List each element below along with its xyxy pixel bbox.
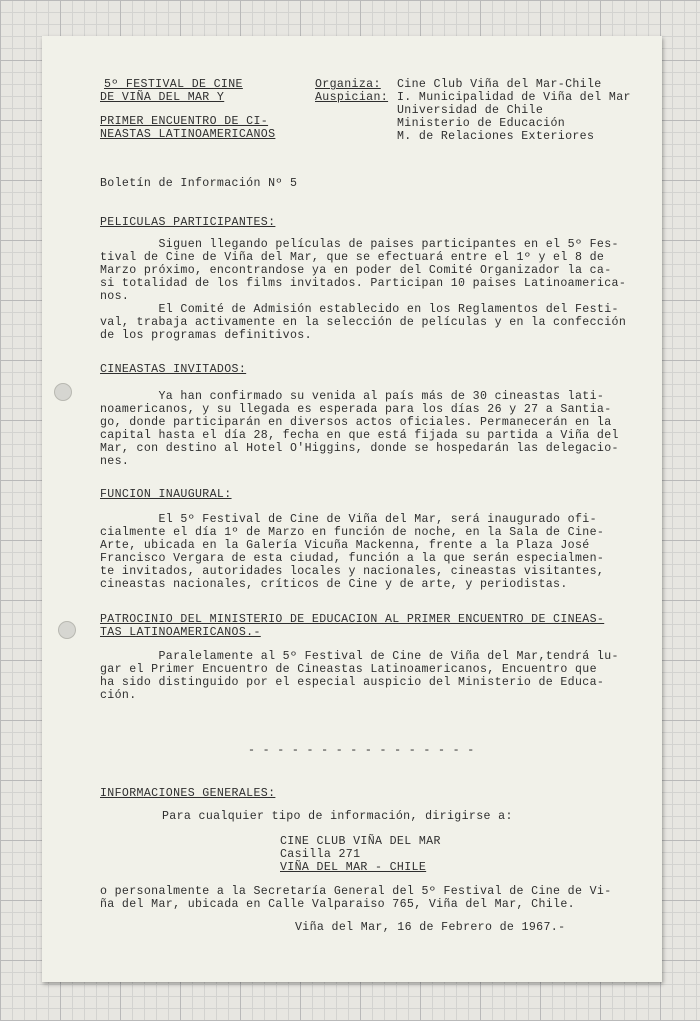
- paragraph-line: nes.: [100, 455, 130, 468]
- header-left-line: DE VIÑA DEL MAR Y: [100, 91, 225, 104]
- paragraph-line: si totalidad de los films invitados. Participan 10 paises Latinoamerica-: [100, 277, 627, 290]
- section-heading: FUNCION INAUGURAL:: [100, 488, 232, 501]
- paragraph-line: tival de Cine de Viña del Mar, que se efectuará entre el 1º y el 8 de: [100, 251, 605, 264]
- organiza-value: Cine Club Viña del Mar-Chile: [397, 78, 602, 91]
- paragraph-line: Francisco Vergara de esta ciudad, función a la que serán especialmen-: [100, 552, 605, 565]
- section-heading: PELICULAS PARTICIPANTES:: [100, 216, 276, 229]
- auspician-value: Universidad de Chile: [397, 104, 544, 117]
- paragraph-line: Siguen llegando películas de paises participantes en el 5º Fes-: [100, 238, 619, 251]
- paragraph-line: ción.: [100, 689, 137, 702]
- auspician-value: I. Municipalidad de Viña del Mar: [397, 91, 631, 104]
- auspician-value: M. de Relaciones Exteriores: [397, 130, 595, 143]
- address-line: VIÑA DEL MAR - CHILE: [280, 861, 427, 874]
- section-heading: TAS LATINOAMERICANOS.-: [100, 626, 261, 639]
- address-line: CINE CLUB VIÑA DEL MAR: [280, 835, 441, 848]
- section-heading: INFORMACIONES GENERALES:: [100, 787, 276, 800]
- paragraph-line: val, trabaja activamente en la selección de películas y en la confección: [100, 316, 627, 329]
- section-heading: PATROCINIO DEL MINISTERIO DE EDUCACION AL PRIMER ENCUENTRO DE CINEAS-: [100, 613, 605, 626]
- paragraph-line: go, donde participarán en diversos actos oficiales. Permanecerán en la: [100, 416, 612, 429]
- header-left-line: PRIMER ENCUENTRO DE CI-: [100, 115, 269, 128]
- paragraph-line: o personalmente a la Secretaría General del 5º Festival de Cine de Vi-: [100, 885, 612, 898]
- contact-intro: Para cualquier tipo de información, dirigirse a:: [162, 810, 513, 823]
- paragraph-line: noamericanos, y su llegada es esperada para los días 26 y 27 a Santia-: [100, 403, 612, 416]
- auspician-label: Auspician:: [315, 91, 389, 104]
- document-page: [42, 36, 662, 982]
- paragraph-line: Mar, con destino al Hotel O'Higgins, donde se hospedarán las delegacio-: [100, 442, 619, 455]
- section-heading: CINEASTAS INVITADOS:: [100, 363, 247, 376]
- header-left-line: NEASTAS LATINOAMERICANOS: [100, 128, 276, 141]
- address-line: Casilla 271: [280, 848, 361, 861]
- punch-hole: [54, 383, 72, 401]
- paragraph-line: nos.: [100, 290, 130, 303]
- bulletin-title: Boletín de Información Nº 5: [100, 177, 298, 190]
- header-left-line: 5º FESTIVAL DE CINE: [104, 78, 243, 91]
- document-date: Viña del Mar, 16 de Febrero de 1967.-: [295, 921, 566, 934]
- organiza-label: Organiza:: [315, 78, 381, 91]
- paragraph-line: gar el Primer Encuentro de Cineastas Latinoamericanos, Encuentro que: [100, 663, 597, 676]
- paragraph-line: Paralelamente al 5º Festival de Cine de Viña del Mar,tendrá lu-: [100, 650, 619, 663]
- paragraph-line: cineastas nacionales, críticos de Cine y de arte, y periodistas.: [100, 578, 568, 591]
- paragraph-line: ha sido distinguido por el especial auspicio del Ministerio de Educa-: [100, 676, 605, 689]
- punch-hole: [58, 621, 76, 639]
- paragraph-line: ña del Mar, ubicada en Calle Valparaiso 765, Viña del Mar, Chile.: [100, 898, 575, 911]
- paragraph-line: El Comité de Admisión establecido en los Reglamentos del Festi-: [100, 303, 619, 316]
- paragraph-line: capital hasta el día 28, fecha en que está fijada su partida a Viña del: [100, 429, 619, 442]
- divider: - - - - - - - - - - - - - - - -: [248, 744, 475, 757]
- paragraph-line: Ya han confirmado su venida al país más de 30 cineastas lati-: [100, 390, 605, 403]
- paragraph-line: te invitados, autoridades locales y nacionales, cineastas visitantes,: [100, 565, 605, 578]
- paragraph-line: cialmente el día 1º de Marzo en función de noche, en la Sala de Cine-: [100, 526, 605, 539]
- paragraph-line: El 5º Festival de Cine de Viña del Mar, será inaugurado ofi-: [100, 513, 597, 526]
- paragraph-line: de los programas definitivos.: [100, 329, 312, 342]
- paragraph-line: Marzo próximo, encontrandose ya en poder del Comité Organizador la ca-: [100, 264, 612, 277]
- auspician-value: Ministerio de Educación: [397, 117, 566, 130]
- paragraph-line: Arte, ubicada en la Galería Vicuña Mackenna, frente a la Plaza José: [100, 539, 590, 552]
